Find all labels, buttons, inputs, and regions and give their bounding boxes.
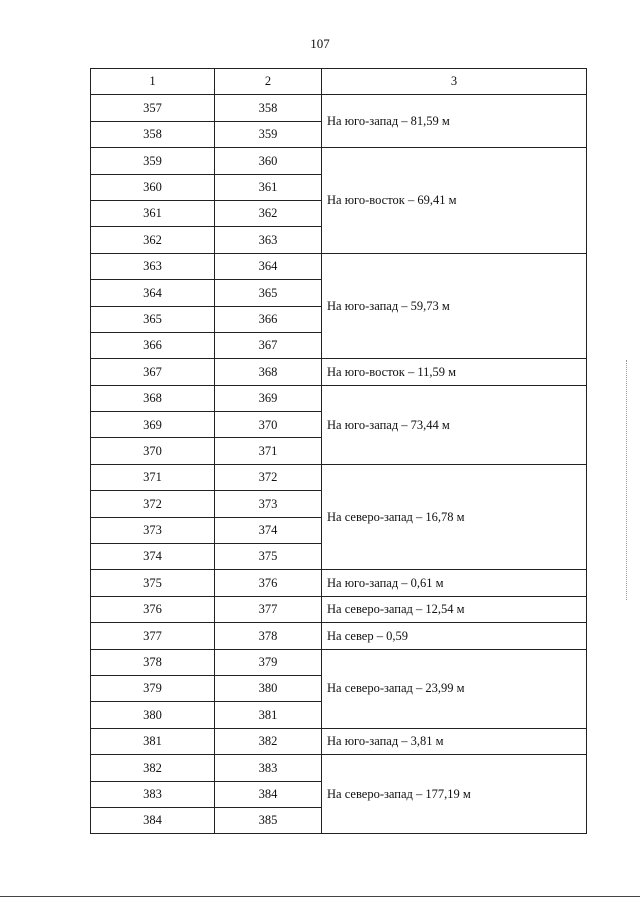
cell-point-to: 383 bbox=[215, 755, 322, 781]
cell-point-to: 379 bbox=[215, 650, 322, 676]
cell-point-from: 383 bbox=[91, 782, 215, 808]
cell-point-to: 384 bbox=[215, 782, 322, 808]
cell-point-to: 376 bbox=[215, 570, 322, 596]
page-number: 107 bbox=[310, 36, 330, 51]
cell-point-to: 374 bbox=[215, 518, 322, 544]
cell-point-from: 367 bbox=[91, 359, 215, 385]
table-header-col-1: 1 bbox=[91, 69, 215, 95]
scan-bottom-line bbox=[0, 896, 640, 897]
cell-direction-distance: На север – 0,59 bbox=[322, 623, 587, 649]
cell-point-to: 358 bbox=[215, 95, 322, 121]
cell-point-from: 360 bbox=[91, 175, 215, 201]
cell-point-from: 372 bbox=[91, 491, 215, 517]
cell-point-to: 366 bbox=[215, 307, 322, 333]
cell-point-to: 367 bbox=[215, 333, 322, 359]
cell-point-from: 362 bbox=[91, 227, 215, 253]
cell-point-from: 359 bbox=[91, 148, 215, 174]
cell-point-from: 369 bbox=[91, 412, 215, 438]
cell-point-from: 365 bbox=[91, 307, 215, 333]
coordinates-table bbox=[90, 68, 587, 834]
cell-point-to: 368 bbox=[215, 359, 322, 385]
cell-direction-distance: На северо-запад – 23,99 м bbox=[322, 650, 587, 729]
cell-point-to: 369 bbox=[215, 386, 322, 412]
cell-direction-distance: На юго-запад – 73,44 м bbox=[322, 386, 587, 465]
table-header-col-3: 3 bbox=[322, 69, 587, 95]
cell-point-from: 379 bbox=[91, 676, 215, 702]
cell-point-from: 376 bbox=[91, 597, 215, 623]
cell-point-to: 372 bbox=[215, 465, 322, 491]
cell-point-from: 384 bbox=[91, 808, 215, 834]
cell-point-from: 381 bbox=[91, 729, 215, 755]
cell-point-to: 382 bbox=[215, 729, 322, 755]
cell-point-from: 358 bbox=[91, 122, 215, 148]
cell-point-to: 363 bbox=[215, 227, 322, 253]
cell-direction-distance: На юго-запад – 0,61 м bbox=[322, 570, 587, 596]
cell-point-to: 361 bbox=[215, 175, 322, 201]
cell-direction-distance: На юго-восток – 11,59 м bbox=[322, 359, 587, 385]
scan-edge-line bbox=[626, 360, 628, 600]
cell-direction-distance: На юго-восток – 69,41 м bbox=[322, 148, 587, 254]
cell-point-from: 357 bbox=[91, 95, 215, 121]
cell-point-from: 378 bbox=[91, 650, 215, 676]
cell-direction-distance: На северо-запад – 12,54 м bbox=[322, 597, 587, 623]
cell-point-to: 373 bbox=[215, 491, 322, 517]
cell-point-from: 371 bbox=[91, 465, 215, 491]
cell-direction-distance: На юго-запад – 59,73 м bbox=[322, 254, 587, 360]
cell-point-to: 380 bbox=[215, 676, 322, 702]
cell-point-from: 368 bbox=[91, 386, 215, 412]
cell-point-to: 378 bbox=[215, 623, 322, 649]
cell-point-to: 377 bbox=[215, 597, 322, 623]
cell-point-to: 359 bbox=[215, 122, 322, 148]
cell-point-from: 373 bbox=[91, 518, 215, 544]
cell-direction-distance: На северо-запад – 16,78 м bbox=[322, 465, 587, 571]
cell-point-to: 385 bbox=[215, 808, 322, 834]
cell-point-to: 375 bbox=[215, 544, 322, 570]
cell-direction-distance: На северо-запад – 177,19 м bbox=[322, 755, 587, 834]
cell-point-from: 361 bbox=[91, 201, 215, 227]
cell-point-from: 370 bbox=[91, 438, 215, 464]
cell-point-to: 381 bbox=[215, 702, 322, 728]
cell-direction-distance: На юго-запад – 81,59 м bbox=[322, 95, 587, 148]
cell-point-to: 362 bbox=[215, 201, 322, 227]
cell-point-from: 363 bbox=[91, 254, 215, 280]
cell-point-to: 360 bbox=[215, 148, 322, 174]
cell-point-to: 371 bbox=[215, 438, 322, 464]
cell-point-to: 365 bbox=[215, 280, 322, 306]
cell-point-from: 380 bbox=[91, 702, 215, 728]
cell-point-from: 374 bbox=[91, 544, 215, 570]
cell-point-from: 377 bbox=[91, 623, 215, 649]
cell-point-from: 375 bbox=[91, 570, 215, 596]
cell-point-from: 366 bbox=[91, 333, 215, 359]
cell-point-to: 370 bbox=[215, 412, 322, 438]
cell-direction-distance: На юго-запад – 3,81 м bbox=[322, 729, 587, 755]
cell-point-from: 382 bbox=[91, 755, 215, 781]
cell-point-to: 364 bbox=[215, 254, 322, 280]
table-header-col-2: 2 bbox=[215, 69, 322, 95]
cell-point-from: 364 bbox=[91, 280, 215, 306]
